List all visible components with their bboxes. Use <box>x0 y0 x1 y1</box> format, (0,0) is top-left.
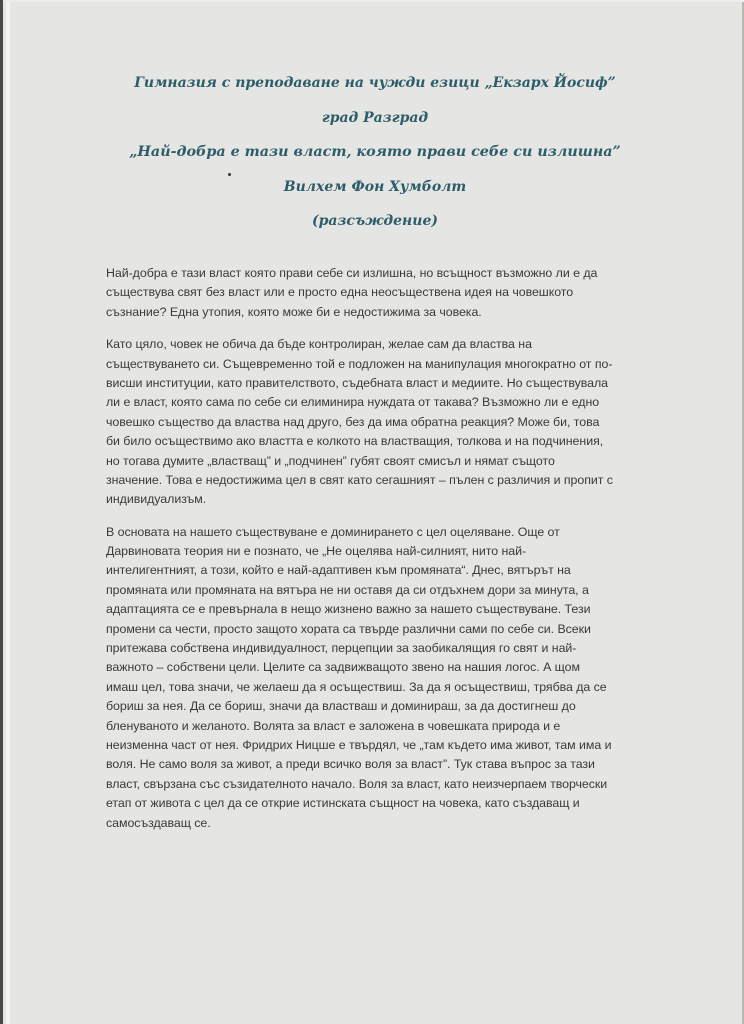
text-line: значение. Това е недостижима цел в свят като сегашният – пълен с различия и пропит с <box>106 472 613 487</box>
text-line: бориш за нея. Да се бориш, значи да властваш и доминираш, за да достигнеш до <box>106 699 576 714</box>
text-line: притежава собствена индивидуалност, перцепции за заобикалящия го свят и най- <box>106 641 577 656</box>
text-line: власт, свързана със съзидателното начало. Воля за власт, като неизчерпаем творчески <box>106 776 608 791</box>
text-line: адаптацията се е превърнала в нещо жизнено важно за нашето съществуване. Тези <box>106 602 591 617</box>
scan-top-edge <box>3 0 744 2</box>
text-line: важното – собствени цели. Целите са задвижващото звено на нашия логос. А щом <box>106 660 580 675</box>
text-line: имаш цел, това значи, че желаеш да я осъществиш. За да я осъществиш, трябва да се <box>106 679 607 694</box>
text-line: В основата на нашето съществуване е доминирането с цел оцеляване. Още от <box>106 524 560 539</box>
paragraph-2 <box>106 335 666 510</box>
essay-genre: (разсъждение) <box>312 213 438 229</box>
essay-title-quote: „Най-добра е тази власт, която прави себе си излишна” <box>129 144 621 160</box>
city-name: град Разград <box>321 109 429 126</box>
paragraph-1 <box>106 264 666 322</box>
text-line: Най-добра е тази власт която прави себе си излишна, но всъщност възможно ли е да <box>106 266 598 280</box>
text-line: съществува свят без власт или е просто една неосъществена идея на човешкото <box>106 285 574 300</box>
text-line: висши институции, като правителството, съдебната власт и медиите. Но съществувала <box>106 375 608 390</box>
text-line: съзнание? Една утопия, която може би е недостижима за човека. <box>106 304 482 319</box>
essay-body <box>106 264 666 846</box>
text-line: етап от живота с цел да се открие истинската същност на човека, като създаващ и <box>106 796 580 811</box>
scan-left-edge <box>6 0 10 1024</box>
text-line: Дарвиновата теория ни е познато, че „Не оцелява най-силният, нито най- <box>106 544 527 559</box>
document-header <box>63 66 687 239</box>
text-line: интелигентният, а този, който е най-адаптивен към промяната“. Днес, вятърът на <box>106 563 571 578</box>
text-line: Като цяло, човек не обича да бъде контролиран, желае сам да властва на <box>106 337 532 352</box>
text-line: индивидуализъм. <box>106 492 207 507</box>
text-line: би било осъществимо ако властта е колкото на властващия, толкова и на подчинения, <box>106 434 604 449</box>
text-line: промяната или промяната на вятъра не ни оставя да си отдъхнем дори за минута, а <box>106 582 589 597</box>
text-line: бленуваното и желаното. Волята за власт е заложена в човешката природа и е <box>106 718 561 733</box>
school-name: Гимназия с преподаване на чужди езици „Екзарх Йосиф” <box>134 75 616 91</box>
text-line: но тогава думите „властващ” и „подчинен” губят своят смисъл и нямат същото <box>106 453 555 468</box>
text-line: човешко същество да властва над друго, без да има обратна реакция? Може би, това <box>106 414 600 429</box>
text-line: воля. Не само воля за живот, а преди всичко воля за власт”. Тук става въпрос за тази <box>106 757 595 772</box>
paragraph-3 <box>106 523 666 833</box>
text-line: съществуването си. Същевременно той е подложен на манипулация многократно от по- <box>106 356 613 371</box>
text-line: промени са чести, просто защото хората са твърде различни сами по себе си. Всеки <box>106 621 591 636</box>
quote-author: Вилхем Фон Хумболт <box>283 178 467 195</box>
text-line: неизменна част от нея. Фридрих Ницше е твърдял, че „там където има живот, там има и <box>106 737 612 752</box>
text-line: самосъздаващ се. <box>106 815 211 830</box>
text-line: ли е власт, която сама по себе си елиминира нуждата от такава? Възможно ли е едно <box>106 395 600 410</box>
